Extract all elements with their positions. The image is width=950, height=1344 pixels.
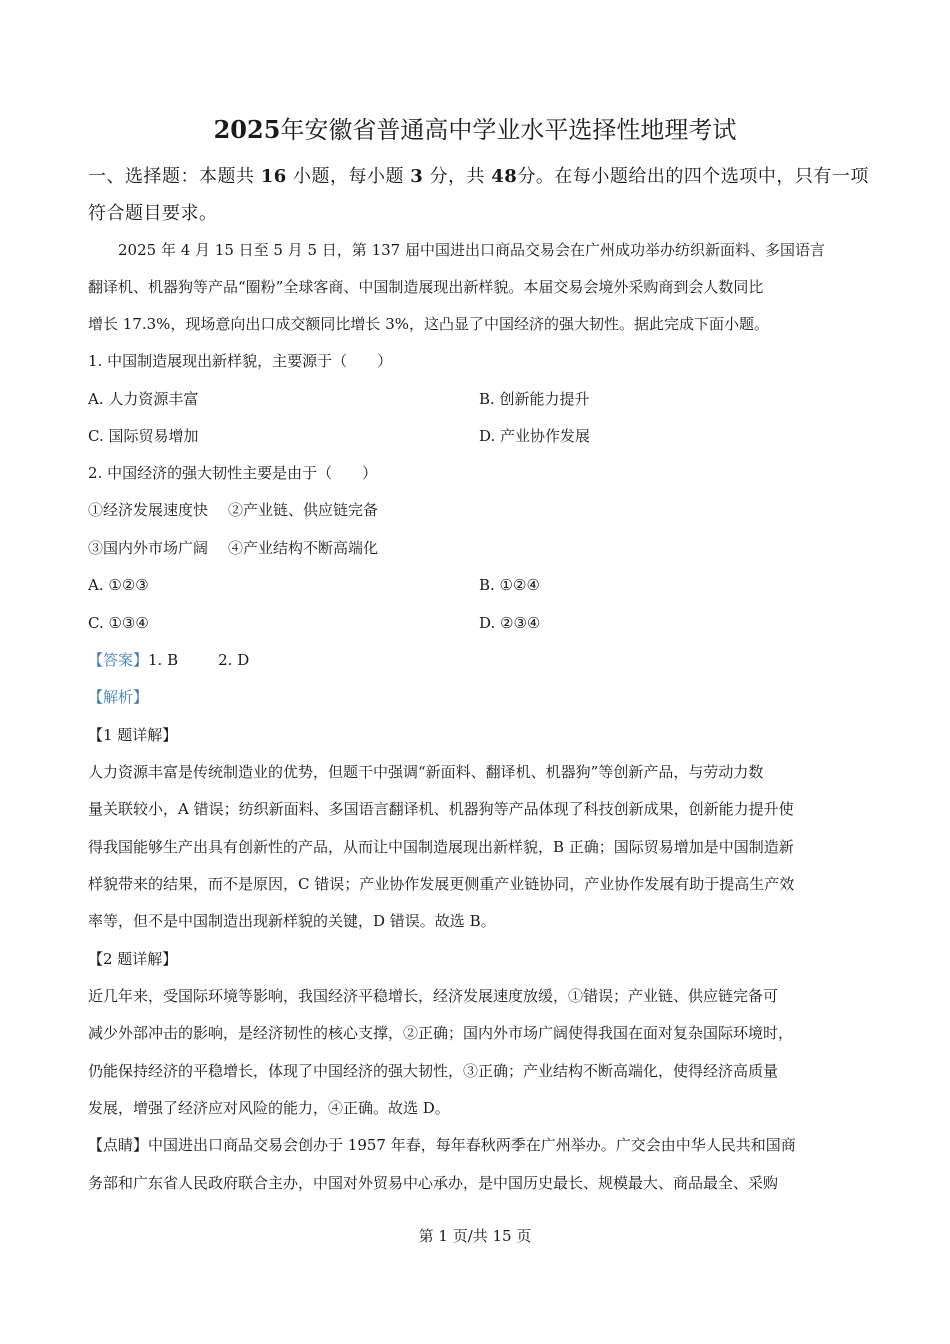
passage-line: 翻译机、机器狗等产品“圈粉”全球客商、中国制造展现出新样貌。本届交易会境外采购商到会人数同比	[88, 278, 764, 296]
detail-1-line: 率等，但不是中国制造出现新样貌的关键，D 错误。故选 B。	[88, 912, 496, 930]
section-prefix: 一、选择题：本题共	[88, 166, 255, 187]
statement-3: ③国内外市场广阔	[88, 539, 209, 557]
detail-2-line: 减少外部冲击的影响，是经济韧性的核心支撑，②正确；国内外市场广阔使得我国在面对复杂国际环境时，	[88, 1024, 794, 1042]
question-2-option-c: C. ①③④	[88, 614, 149, 632]
section-mid1: 小题，每小题	[293, 166, 405, 187]
section-num-questions: 16	[260, 166, 287, 187]
section-suffix: 分。在每小题给出的四个选项中，只有一项符合题目要求。	[88, 166, 869, 224]
statement-1: ①经济发展速度快	[88, 501, 209, 519]
tip-line	[88, 1135, 796, 1155]
answer-label: 【答案】	[88, 651, 149, 669]
passage-line: 增长 17.3%，现场意向出口成交额同比增长 3%，这凸显了中国经济的强大韧性。据此完成下面小题。	[88, 315, 769, 333]
question-1-option-d: D. 产业协作发展	[479, 427, 591, 445]
section-total-points: 48	[491, 166, 518, 187]
detail-1-line: 样貌带来的结果，而不是原因，C 错误；产业协作发展更侧重产业链协同，产业协作发展有助于提高生产效	[88, 875, 795, 893]
section-header	[88, 158, 878, 232]
question-2-option-a: A. ①②③	[88, 576, 149, 594]
tip-line: 务部和广东省人民政府联合主办，中国对外贸易中心承办，是中国历史最长、规模最大、商品最全、采购	[88, 1174, 779, 1192]
page-footer: 第 1 页/共 15 页	[418, 1227, 532, 1245]
question-1-option-c: C. 国际贸易增加	[88, 427, 199, 445]
analysis-label: 【解析】	[88, 688, 149, 706]
answer-q1: 1. B	[148, 651, 179, 669]
detail-2-line: 仍能保持经济的平稳增长，体现了中国经济的强大韧性，③正确；产业结构不断高端化，使得经济高质量	[88, 1062, 779, 1080]
question-2-statements-row1	[88, 500, 378, 520]
page-title	[0, 114, 950, 146]
detail-1-line: 得我国能够生产出具有创新性的产品，从而让中国制造展现出新样貌，B 正确；国际贸易增加是中国制造新	[88, 838, 794, 856]
detail-2-label: 【2 题详解】	[88, 950, 178, 968]
tip-label: 【点睛】	[88, 1136, 149, 1154]
detail-2-line: 发展，增强了经济应对风险的能力，④正确。故选 D。	[88, 1099, 450, 1117]
question-2-option-b: B. ①②④	[479, 576, 540, 594]
detail-1-line: 量关联较小，A 错误；纺织新面料、多国语言翻译机、机器狗等产品体现了科技创新成果，创新能力提升使	[88, 800, 794, 818]
question-1-stem: 1. 中国制造展现出新样貌，主要源于（ ）	[88, 352, 393, 370]
detail-1-line: 人力资源丰富是传统制造业的优势，但题干中强调“新面料、翻译机、机器狗”等创新产品，与劳动力数	[88, 763, 764, 781]
detail-2-line: 近几年来，受国际环境等影响，我国经济平稳增长，经济发展速度放缓，①错误；产业链、供应链完备可	[88, 987, 779, 1005]
detail-1-label: 【1 题详解】	[88, 726, 178, 744]
answer-line	[88, 650, 249, 670]
passage-line: 2025 年 4 月 15 日至 5 月 5 日，第 137 届中国进出口商品交易会在广州成功举办纺织新面料、多国语言	[118, 241, 825, 259]
statement-4: ④产业结构不断高端化	[228, 539, 379, 557]
question-2-statements-row2	[88, 538, 378, 558]
section-mid2: 分，共	[429, 166, 486, 187]
statement-2: ②产业链、供应链完备	[228, 501, 379, 519]
title-text: 年安徽省普通高中学业水平选择性地理考试	[280, 116, 737, 144]
question-2-option-d: D. ②③④	[479, 614, 541, 632]
question-1-option-b: B. 创新能力提升	[479, 390, 590, 408]
section-points-each: 3	[410, 166, 424, 187]
title-year: 2025	[213, 115, 281, 144]
answer-q2: 2. D	[218, 651, 250, 669]
question-1-option-a: A. 人力资源丰富	[88, 390, 199, 408]
tip-text: 中国进出口商品交易会创办于 1957 年春，每年春秋两季在广州举办。广交会由中华人民共和国商	[148, 1136, 796, 1154]
question-2-stem: 2. 中国经济的强大韧性主要是由于（ ）	[88, 464, 378, 482]
